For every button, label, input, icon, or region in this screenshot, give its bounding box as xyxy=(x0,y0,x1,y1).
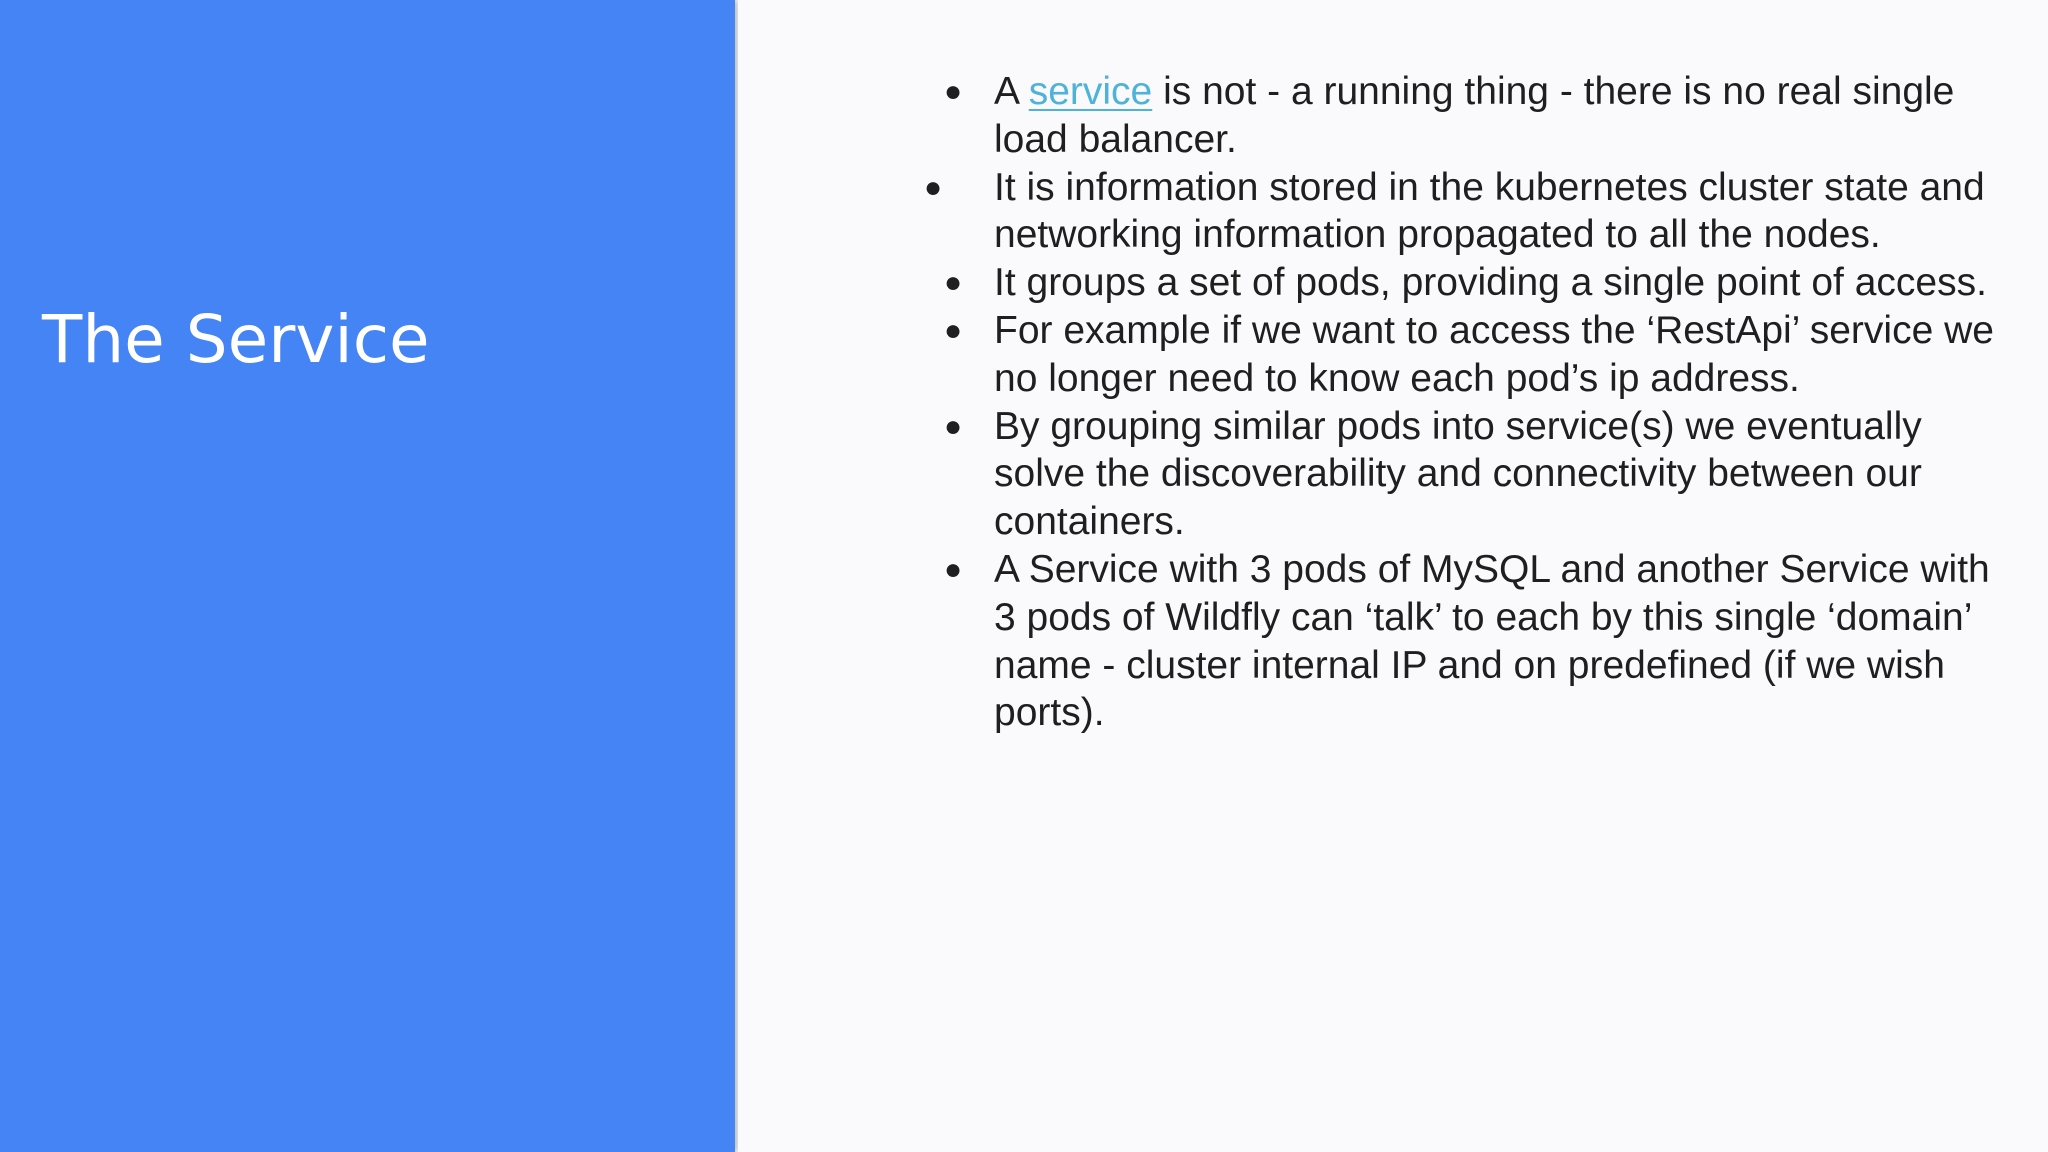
bullet-icon: ● xyxy=(944,313,963,347)
bullet-item-5 xyxy=(944,403,1994,546)
slide-title: The Service xyxy=(42,301,430,378)
bullet-1-prefix: A xyxy=(994,70,1029,113)
service-link[interactable]: service xyxy=(1028,70,1153,113)
bullet-list xyxy=(924,68,1994,737)
title-panel xyxy=(0,0,735,1152)
bullet-icon: ● xyxy=(944,266,963,300)
bullet-item-1 xyxy=(944,68,1994,164)
bullet-icon: ● xyxy=(944,552,963,586)
bullet-icon: ● xyxy=(944,409,963,443)
bullet-item-6 xyxy=(944,546,1994,737)
bullet-item-4 xyxy=(944,307,1994,403)
bullet-2-text: It is information stored in the kubernetes cluster state and networking information propagated to all the nodes. xyxy=(994,165,1985,257)
bullet-icon: ● xyxy=(924,170,943,204)
bullet-1-suffix: is not - a running thing - there is no real single load balancer. xyxy=(994,70,1955,161)
bullet-item-2 xyxy=(924,164,1994,260)
bullet-icon: ● xyxy=(944,75,963,108)
bullet-3-text: It groups a set of pods, providing a single point of access. xyxy=(994,261,1987,305)
bullet-5-text: By grouping similar pods into service(s) we eventually solve the discoverability and connectivity between our containers. xyxy=(994,404,1922,544)
content-panel xyxy=(738,0,2048,1152)
bullet-item-3 xyxy=(944,259,1994,307)
bullet-6-text: A Service with 3 pods of MySQL and another Service with 3 pods of Wildfly can ‘talk’ to each by this single ‘domain’ name - cluster internal IP and on predefined (if we wish ports). xyxy=(994,547,1990,735)
bullet-4-text: For example if we want to access the ‘RestApi’ service we no longer need to know each pod’s ip address. xyxy=(994,308,1994,400)
